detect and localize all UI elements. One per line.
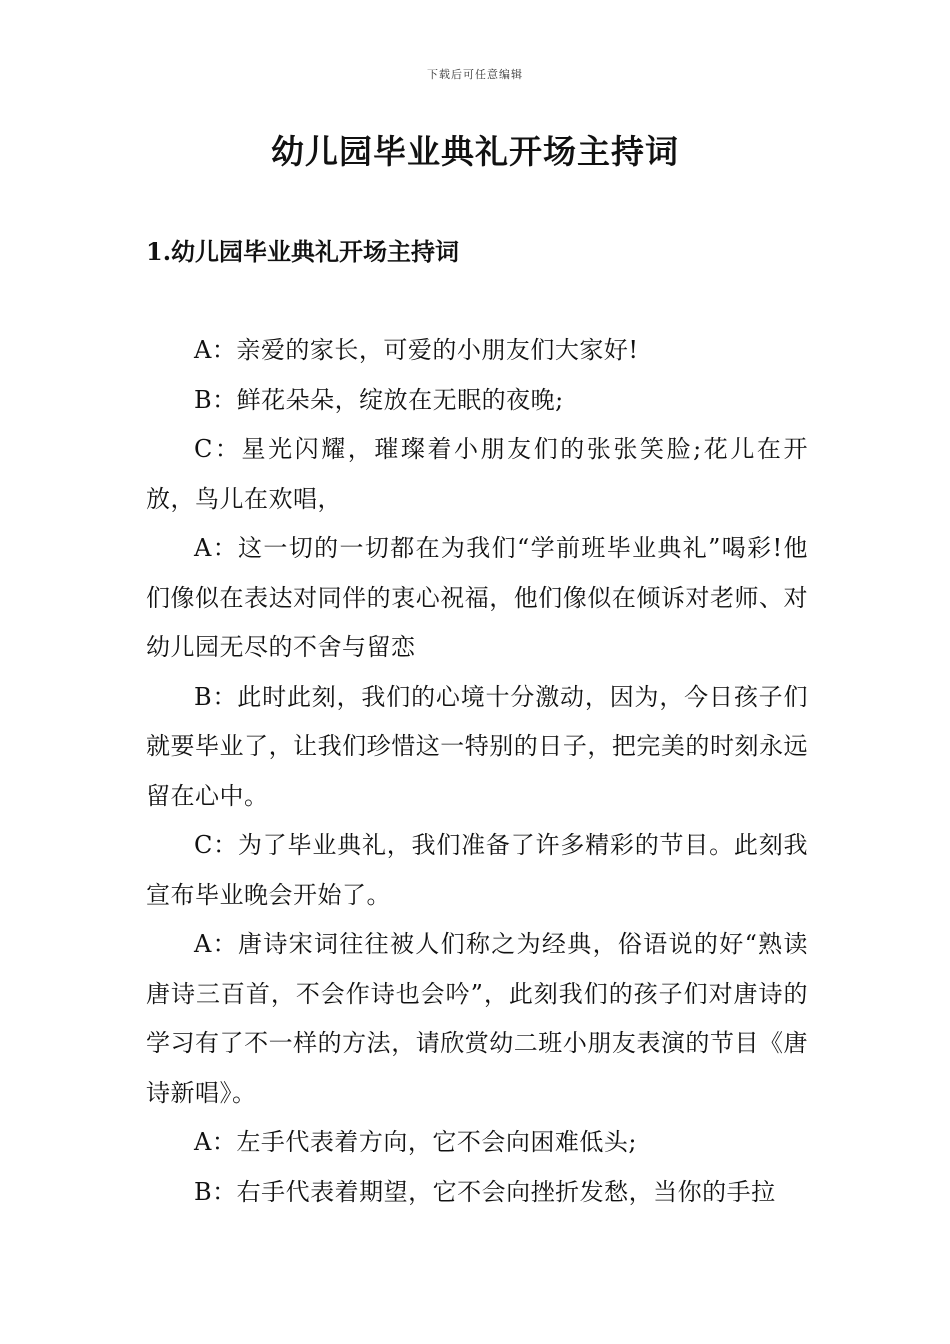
paragraph-1: A：亲爱的家长，可爱的小朋友们大家好! bbox=[194, 336, 639, 364]
document-body bbox=[146, 326, 808, 1217]
paragraph-5: B：此时此刻，我们的心境十分激动，因为，今日孩子们就要毕业了，让我们珍惜这一特别的日子，把完美的时刻永远留在心中。 bbox=[146, 682, 808, 810]
document-title: 幼儿园毕业典礼开场主持词 bbox=[271, 132, 679, 171]
paragraph-2: B：鲜花朵朵，绽放在无眠的夜晚; bbox=[194, 385, 564, 414]
paragraph-7: A：唐诗宋词往往被人们称之为经典，俗语说的好“熟读唐诗三百首，不会作诗也会吟”，此刻我们的孩子们对唐诗的学习有了不一样的方法，请欣赏幼二班小朋友表演的节目《唐诗新唱》。 bbox=[146, 930, 808, 1107]
paragraph-8: A：左手代表着方向，它不会向困难低头; bbox=[194, 1128, 637, 1156]
paragraph-3: C：星光闪耀，璀璨着小朋友们的张张笑脸;花儿在开放，鸟儿在欢唱， bbox=[146, 435, 808, 513]
header-note: 下载后可任意编辑 bbox=[427, 68, 523, 81]
paragraph-9: B：右手代表着期望，它不会向挫折发愁，当你的手拉 bbox=[194, 1177, 776, 1206]
paragraph-6: C：为了毕业典礼，我们准备了许多精彩的节目。此刻我宣布毕业晚会开始了。 bbox=[146, 831, 808, 909]
section-heading: 1.幼儿园毕业典礼开场主持词 bbox=[146, 237, 460, 266]
paragraph-4: A：这一切的一切都在为我们“学前班毕业典礼”喝彩!他们像似在表达对同伴的衷心祝福，他们像似在倾诉对老师、对幼儿园无尽的不舍与留恋 bbox=[146, 534, 808, 661]
